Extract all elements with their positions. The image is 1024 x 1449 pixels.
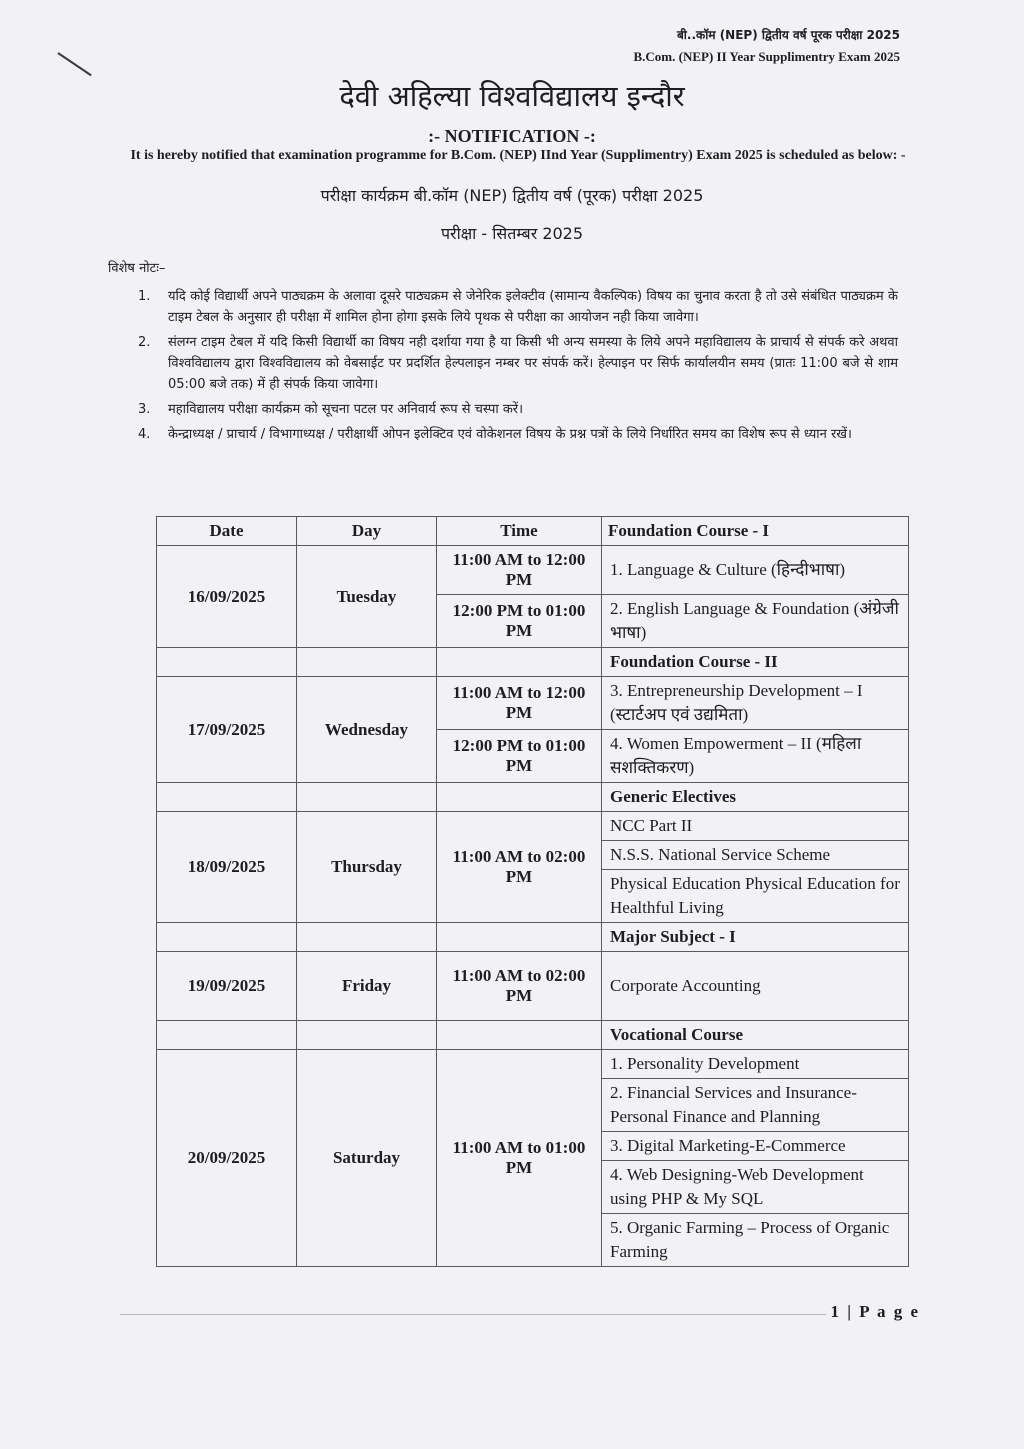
subject: N.S.S. National Service Scheme	[602, 841, 909, 870]
special-note-label: विशेष नोटः–	[108, 261, 166, 276]
subject: 2. Financial Services and Insurance-Personal Finance and Planning	[602, 1079, 909, 1132]
note-number: 2.	[138, 335, 151, 350]
category-row	[157, 783, 909, 812]
table-row	[157, 812, 909, 841]
table-header-row	[157, 517, 909, 546]
notes-list	[138, 286, 898, 449]
note-item	[138, 286, 898, 328]
exam-tag-english: B.Com. (NEP) II Year Supplimentry Exam 2025	[633, 49, 900, 64]
empty-cell	[297, 1021, 437, 1050]
empty-cell	[157, 648, 297, 677]
exam-day: Friday	[297, 952, 437, 1021]
subject: NCC Part II	[602, 812, 909, 841]
subject: 1. Language & Culture (हिन्दीभाषा)	[602, 546, 909, 595]
category-foundation-course-2: Foundation Course - II	[602, 648, 909, 677]
category-generic-electives: Generic Electives	[602, 783, 909, 812]
note-number: 4.	[138, 427, 151, 442]
empty-cell	[437, 783, 602, 812]
note-number: 3.	[138, 402, 151, 417]
subject: 2. English Language & Foundation (अंग्रेजी भाषा)	[602, 595, 909, 648]
empty-cell	[297, 923, 437, 952]
exam-date: 17/09/2025	[157, 677, 297, 783]
exam-tag	[633, 24, 900, 68]
subject: Physical Education Physical Education for Healthful Living	[602, 870, 909, 923]
exam-day: Tuesday	[297, 546, 437, 648]
subject: 5. Organic Farming – Process of Organic Farming	[602, 1214, 909, 1267]
subject: 3. Digital Marketing-E-Commerce	[602, 1132, 909, 1161]
empty-cell	[437, 923, 602, 952]
category-major-subject: Major Subject - I	[602, 923, 909, 952]
notification-title: :- NOTIFICATION -:	[428, 126, 596, 146]
exam-schedule-table	[156, 516, 909, 1267]
empty-cell	[297, 783, 437, 812]
exam-tag-hindi: बी..कॉम (NEP) द्वितीय वर्ष पूरक परीक्षा 2025	[676, 28, 900, 42]
page-number: 1 | P a g e	[830, 1302, 920, 1321]
table-row	[157, 546, 909, 595]
notification-body: It is hereby notified that examination programme for B.Com. (NEP) IInd Year (Supplimentry) Exam 2025 is scheduled as below: -	[130, 148, 906, 163]
subject: 4. Women Empowerment – II (महिला सशक्तिकरण)	[602, 730, 909, 783]
note-text: महाविद्यालय परीक्षा कार्यक्रम को सूचना पटल पर अनिवार्य रूप से चस्पा करें।	[168, 402, 524, 417]
empty-cell	[157, 783, 297, 812]
exam-date: 20/09/2025	[157, 1050, 297, 1267]
header-time: Time	[437, 517, 602, 546]
note-item	[138, 332, 898, 395]
exam-date: 19/09/2025	[157, 952, 297, 1021]
table-row	[157, 677, 909, 730]
exam-date: 18/09/2025	[157, 812, 297, 923]
table-row	[157, 952, 909, 1021]
empty-cell	[437, 1021, 602, 1050]
exam-time: 11:00 AM to 02:00 PM	[437, 812, 602, 923]
subject: 4. Web Designing-Web Development using PHP & My SQL	[602, 1161, 909, 1214]
header-date: Date	[157, 517, 297, 546]
note-text: केन्द्राध्यक्ष / प्राचार्य / विभागाध्यक्ष / परीक्षार्थी ओपन इलेक्टिव एवं वोकेशनल विषय के प्रश्न पत्रों के लिये निर्धारित समय का विशेष रूप से ध्यान रखें।	[168, 427, 852, 442]
exam-time: 11:00 AM to 02:00 PM	[437, 952, 602, 1021]
exam-time: 11:00 AM to 12:00 PM	[437, 546, 602, 595]
table-row	[157, 1050, 909, 1079]
university-title: देवी अहिल्या विश्वविद्यालय इन्दौर	[339, 79, 685, 113]
category-foundation-course-1: Foundation Course - I	[602, 517, 909, 546]
subject: 1. Personality Development	[602, 1050, 909, 1079]
exam-date: 16/09/2025	[157, 546, 297, 648]
exam-day: Wednesday	[297, 677, 437, 783]
exam-day: Saturday	[297, 1050, 437, 1267]
program-title-hindi: परीक्षा कार्यक्रम बी.कॉम (NEP) द्वितीय वर्ष (पूरक) परीक्षा 2025	[320, 186, 704, 205]
note-item	[138, 399, 898, 420]
category-row	[157, 1021, 909, 1050]
footer-divider	[120, 1314, 826, 1315]
exam-month: परीक्षा - सितम्बर 2025	[440, 224, 584, 243]
empty-cell	[157, 923, 297, 952]
category-row	[157, 923, 909, 952]
exam-time: 11:00 AM to 01:00 PM	[437, 1050, 602, 1267]
header-day: Day	[297, 517, 437, 546]
note-text: यदि कोई विद्यार्थी अपने पाठ्यक्रम के अलावा दूसरे पाठ्यक्रम से जेनेरिक इलेक्टीव (सामान्य वैकल्पिक) विषय का चुनाव करता है तो उसे संबंधित पाठ्यक्रम के टाइम टेबल के अनुसार ही परीक्षा में शामिल होना होगा इसके लिये पृथक से परीक्षा का आयोजन नही किया जावेगा।	[168, 289, 898, 325]
category-row	[157, 648, 909, 677]
note-number: 1.	[138, 289, 151, 304]
scan-mark	[57, 52, 91, 76]
exam-day: Thursday	[297, 812, 437, 923]
empty-cell	[437, 648, 602, 677]
exam-time: 11:00 AM to 12:00 PM	[437, 677, 602, 730]
exam-time: 12:00 PM to 01:00 PM	[437, 730, 602, 783]
subject: Corporate Accounting	[602, 952, 909, 1021]
subject: 3. Entrepreneurship Development – I (स्टार्टअप एवं उद्यमिता)	[602, 677, 909, 730]
note-text: संलग्न टाइम टेबल में यदि किसी विद्यार्थी का विषय नही दर्शाया गया है या किसी भी अन्य समस्या के लिये अपने महाविद्यालय के प्राचार्य से संपर्क करे अथवा विश्वविद्यालय द्वारा विश्वविद्यालय को वेबसाईट पर प्रदर्शित हेल्पलाइन नम्बर पर संपर्क करें। हेल्पाइन पर सिर्फ कार्यालयीन समय (प्रातः 11:00 बजे से शाम 05:00 बजे तक) में ही संपर्क किया जावेगा।	[168, 335, 898, 392]
empty-cell	[297, 648, 437, 677]
empty-cell	[157, 1021, 297, 1050]
exam-time: 12:00 PM to 01:00 PM	[437, 595, 602, 648]
category-vocational-course: Vocational Course	[602, 1021, 909, 1050]
note-item	[138, 424, 898, 445]
